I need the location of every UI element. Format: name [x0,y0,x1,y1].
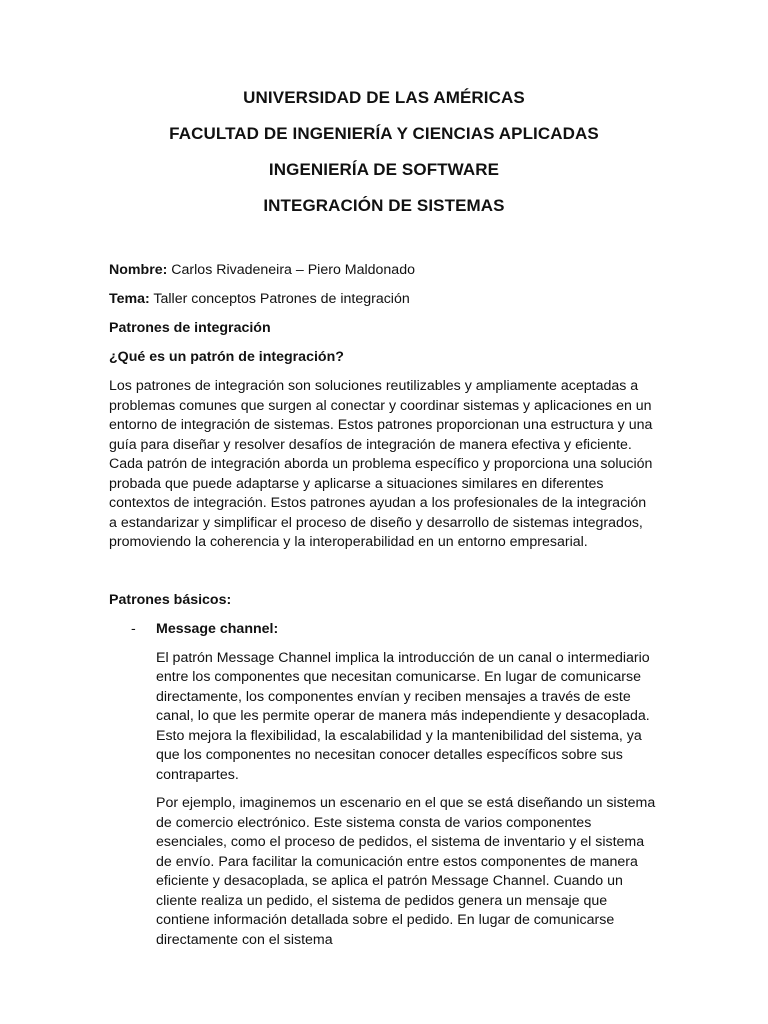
basic-patterns-title: Patrones básicos: [109,591,232,608]
name-field [109,261,657,290]
document-header [0,84,768,228]
name-value: Carlos Rivadeneira – Piero Maldonado [167,262,415,278]
list-item-paragraph: Por ejemplo, imaginemos un escenario en el que se está diseñando un sistema de comercio electrónico. Este sistema consta de varios componentes esenciales, como el proceso de pedidos, el sistema de inventario y el sistema de envío. Para facilitar la comunicación entre estos componentes de manera eficiente y desacoplada, se aplica el patrón Message Channel. Cuando un cliente realiza un pedido, el sistema de pedidos genera un mensaje que contiene información detallada sobre el pedido. En lugar de comunicarse directamente con el sistema [156,795,656,948]
section-title: Patrones de integración [109,320,271,336]
program-name: INGENIERÍA DE SOFTWARE [268,160,500,179]
topic-field [109,290,657,319]
list-item-title: Message channel: [156,620,279,637]
list-item-paragraph: El patrón Message Channel implica la introducción de un canal o intermediario entre los componentes que necesitan comunicarse. En lugar de comunicarse directamente, los componentes envían y reciben mensajes a través de este canal, lo que les permite operar de manera más independiente y desacoplada. Esto mejora la flexibilidad, la escalabilidad y la mantenibilidad del sistema, ya que los componentes no necesitan conocer detalles específicos sobre sus contrapartes. [156,649,650,783]
document-body [109,261,657,959]
section-question: ¿Qué es un patrón de integración? [109,349,344,365]
list-item [109,620,657,649]
list-item-body [156,649,658,951]
name-label: Nombre: [109,262,168,278]
topic-value: Taller conceptos Patrones de integración [149,291,410,307]
course-name: INTEGRACIÓN DE SISTEMAS [263,196,505,215]
university-name: UNIVERSIDAD DE LAS AMÉRICAS [243,88,525,107]
topic-label: Tema: [109,291,150,307]
list-bullet: - [131,620,136,637]
faculty-name: FACULTAD DE INGENIERÍA Y CIENCIAS APLICADAS [169,124,599,143]
intro-paragraph: Los patrones de integración son soluciones reutilizables y ampliamente aceptadas a problemas comunes que surgen al conectar y coordinar sistemas y aplicaciones en un entorno de integración de sistemas. Estos patrones proporcionan una estructura y una guía para diseñar y resolver desafíos de integración de manera efectiva y eficiente. Cada patrón de integración aborda un problema específico y proporciona una solución probada que puede adaptarse y aplicarse a situaciones similares en diferentes contextos de integración. Estos patrones ayudan a los profesionales de la integración a estandarizar y simplificar el proceso de diseño y desarrollo de sistemas integrados, promoviendo la coherencia y la interoperabilidad en un entorno empresarial. [109,378,653,550]
